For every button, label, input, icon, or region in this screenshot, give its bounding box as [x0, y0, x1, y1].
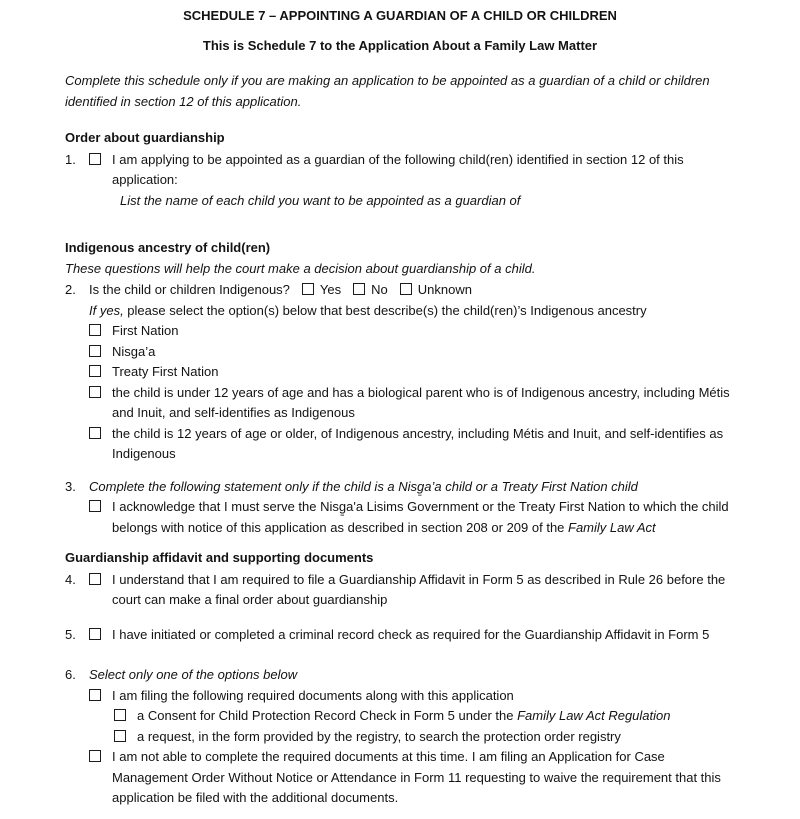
- nisgaa-checkbox[interactable]: [89, 345, 101, 357]
- item-4-checkbox[interactable]: [89, 573, 101, 585]
- filing-option-row: [89, 686, 735, 707]
- filing-option-checkbox[interactable]: [89, 689, 101, 701]
- item-2-number: 2.: [65, 282, 76, 297]
- item-3-row: [65, 477, 735, 498]
- request-suboption-checkbox[interactable]: [114, 730, 126, 742]
- acknowledge-label: [112, 497, 735, 538]
- item-6-row: [65, 665, 735, 686]
- no-label: No: [371, 282, 388, 297]
- unable-option-label: I am not able to complete the required documents at this time. I am filing an Application for Case Management Order Without Notice or Attendance in Form 11 requesting to waive the requirement that this application be filed with the additional documents.: [112, 749, 721, 805]
- first-nation-checkbox[interactable]: [89, 324, 101, 336]
- item-2-row: [65, 280, 735, 301]
- unable-option-row: [89, 747, 735, 809]
- item-4-label: I understand that I am required to file a Guardianship Affidavit in Form 5 as described in Rule 26 before the court can make a final order about guardianship: [112, 571, 726, 607]
- twelve-or-older-checkbox[interactable]: [89, 427, 101, 439]
- yes-label: Yes: [319, 282, 342, 297]
- first-nation-label: First Nation: [112, 323, 179, 338]
- ancestry-option-row: [89, 362, 735, 383]
- item-5-number: 5.: [65, 626, 76, 642]
- filing-option-label: I am filing the following required documents along with this application: [112, 687, 514, 703]
- unknown-label: Unknown: [417, 282, 472, 297]
- consent-text: a Consent for Child Protection Record Check in Form 5 under the: [137, 708, 518, 723]
- item-3-instruction: Complete the following statement only if the child is a Nisg̱a’a child or a Treaty First Nation child: [89, 478, 638, 494]
- consent-suboption-checkbox[interactable]: [114, 709, 126, 721]
- intro-note: Complete this schedule only if you are making an application to be appointed as a guardian of a child or children identified in section 12 of this application.: [65, 73, 710, 109]
- acknowledge-checkbox[interactable]: [89, 500, 101, 512]
- request-suboption-label: a request, in the form provided by the registry, to search the protection order registry: [137, 728, 621, 744]
- section-heading-affidavit: Guardianship affidavit and supporting documents: [65, 550, 374, 565]
- twelve-or-older-label: the child is 12 years of age or older, of Indigenous ancestry, including Métis and Inuit, and self-identifies as Indigenous: [112, 425, 724, 461]
- acknowledge-text: I acknowledge that I must serve the Nisg̱a'a Lisims Government or the Treaty First Nation to which the child belongs with notice of this application as described in section 208 or 209 of the: [112, 499, 729, 535]
- treaty-first-nation-checkbox[interactable]: [89, 365, 101, 377]
- item-6-number: 6.: [65, 667, 76, 682]
- item-1-row: [65, 150, 735, 191]
- item-3-number: 3.: [65, 478, 76, 494]
- item-1-instruction: List the name of each child you want to be appointed as a guardian of: [120, 192, 521, 208]
- treaty-first-nation-label: Treaty First Nation: [112, 364, 219, 379]
- item-4-number: 4.: [65, 571, 76, 587]
- page-title: SCHEDULE 7 – APPOINTING A GUARDIAN OF A CHILD OR CHILDREN: [183, 8, 617, 23]
- ancestry-option-row: [89, 321, 735, 342]
- option-unknown: [400, 282, 472, 297]
- page-subtitle: This is Schedule 7 to the Application About a Family Law Matter: [202, 37, 598, 53]
- consent-suboption-label: [137, 706, 735, 727]
- if-yes-line: [89, 301, 735, 322]
- if-yes-prefix: If yes,: [89, 302, 124, 318]
- family-law-act-ref: Family Law Act: [568, 519, 656, 535]
- item-2-question: Is the child or children Indigenous?: [89, 282, 290, 297]
- acknowledge-row: [89, 497, 735, 538]
- unknown-checkbox[interactable]: [400, 283, 412, 295]
- item-4-row: [65, 570, 735, 611]
- ancestry-option-row: [89, 424, 735, 465]
- option-yes: [302, 282, 341, 297]
- nisgaa-label: Nisga’a: [112, 343, 156, 359]
- item-5-label: I have initiated or completed a criminal record check as required for the Guardianship Affidavit in Form 5: [112, 626, 710, 642]
- ancestry-checklist: [65, 321, 735, 465]
- item-6-instruction: Select only one of the options below: [89, 667, 298, 682]
- unable-option-checkbox[interactable]: [89, 750, 101, 762]
- under-12-checkbox[interactable]: [89, 386, 101, 398]
- indigenous-note: These questions will help the court make a decision about guardianship of a child.: [65, 260, 536, 276]
- if-yes-rest: please select the option(s) below that best describe(s) the child(ren)’s Indigenous ancestry: [123, 302, 647, 318]
- family-law-act-regulation-ref: Family Law Act Regulation: [517, 708, 671, 723]
- consent-suboption-row: [114, 706, 735, 727]
- section-heading-indigenous: Indigenous ancestry of child(ren): [65, 240, 271, 255]
- yes-checkbox[interactable]: [302, 283, 314, 295]
- option-no: [353, 282, 388, 297]
- section-heading-order: Order about guardianship: [65, 130, 225, 145]
- ancestry-option-row: [89, 383, 735, 424]
- request-suboption-row: [114, 727, 735, 748]
- item-1-number: 1.: [65, 151, 76, 167]
- item-1-checkbox[interactable]: [89, 153, 101, 165]
- item-5-checkbox[interactable]: [89, 628, 101, 640]
- no-checkbox[interactable]: [353, 283, 365, 295]
- under-12-label: the child is under 12 years of age and has a biological parent who is of Indigenous ancestry, including Métis and Inuit, and self-identifies as Indigenous: [112, 384, 730, 420]
- ancestry-option-row: [89, 342, 735, 363]
- item-2-question-line: [89, 280, 735, 301]
- item-5-row: [65, 625, 735, 646]
- item-1-label: I am applying to be appointed as a guardian of the following child(ren) identified in section 12 of this application:: [112, 151, 684, 187]
